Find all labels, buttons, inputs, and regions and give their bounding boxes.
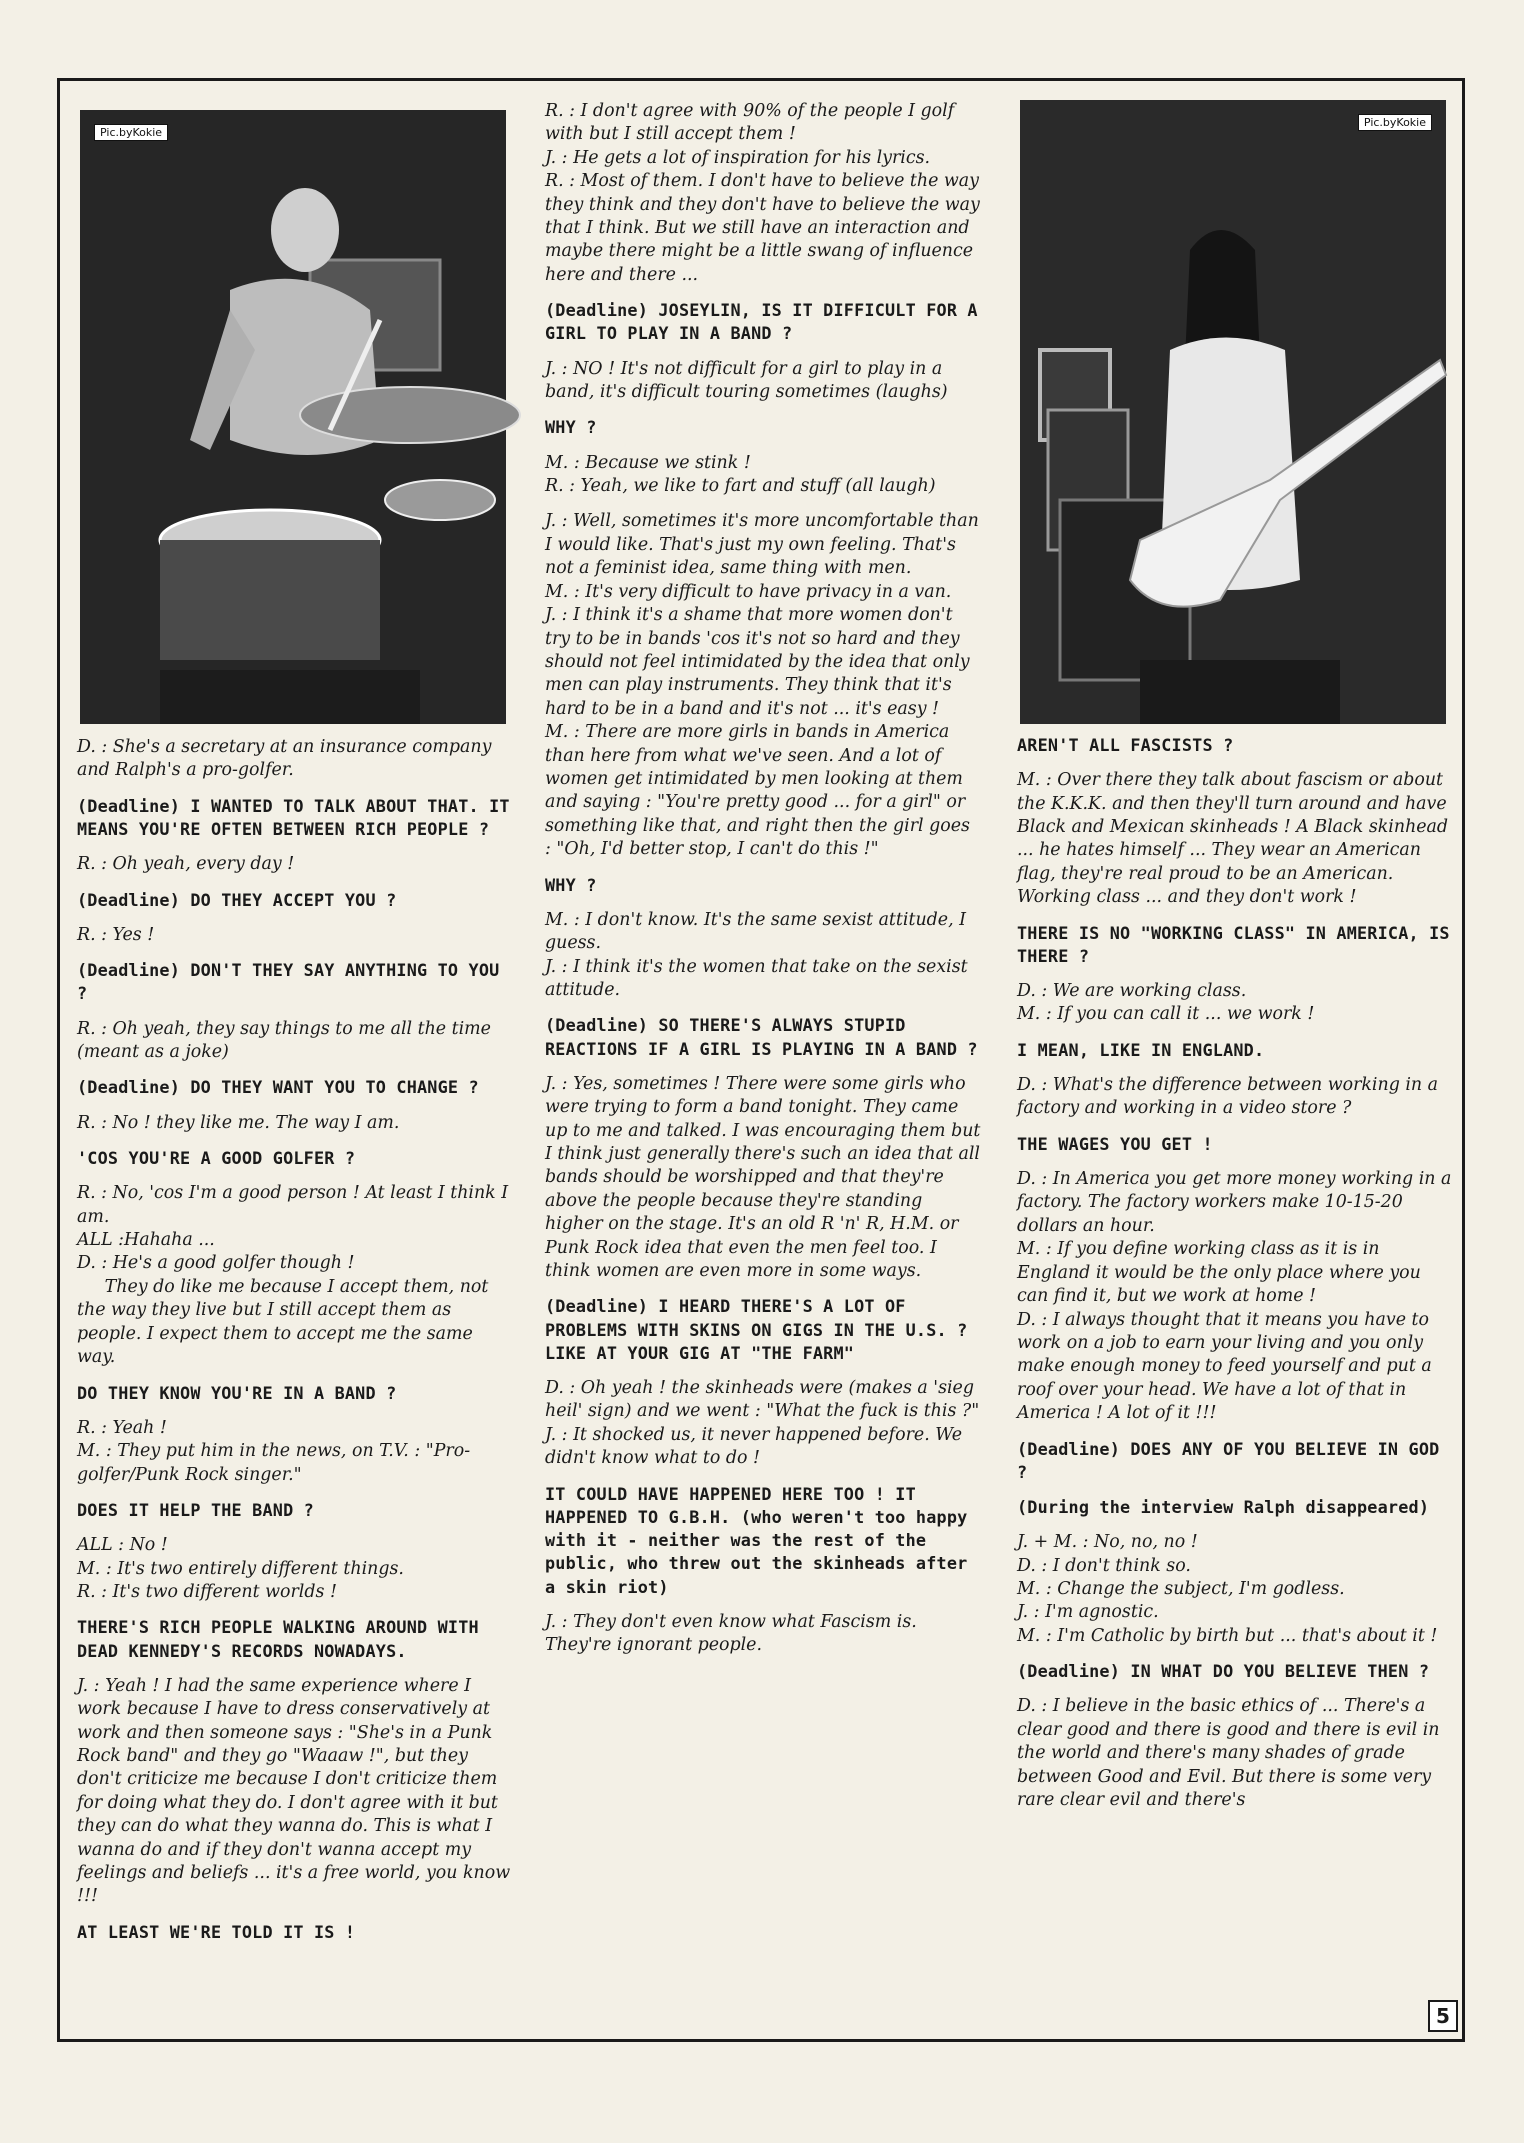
interview-question: THERE'S RICH PEOPLE WALKING AROUND WITH DEAD KENNEDY'S RECORDS NOWADAYS.: [77, 1617, 490, 1661]
interview-answer: D. : What's the difference between working in a factory and working in a video store ?: [1017, 1075, 1444, 1119]
interview-question: THE WAGES YOU GET !: [1017, 1133, 1213, 1154]
interview-question: DO THEY KNOW YOU'RE IN A BAND ?: [77, 1382, 397, 1403]
interview-answer: M. : Because we stink ! R. : Yeah, we like to fart and stuff (all laugh): [545, 452, 936, 497]
interview-answer: R. : Oh yeah, every day !: [77, 854, 295, 875]
interview-question: THERE IS NO "WORKING CLASS" IN AMERICA, IS THERE ?: [1017, 922, 1461, 966]
interview-column-2: [545, 100, 989, 2050]
interview-question: IT COULD HAVE HAPPENED HERE TOO ! IT HAPPENED TO G.B.H. (who weren't too happy with it - neither was the rest of the public, who threw out the skinheads after a skin riot): [545, 1483, 978, 1597]
interview-column-1: [77, 736, 521, 2036]
interview-answer: D. : In America you get more money working in a factory. The factory workers make 10-15-20 dollars an hour. M. : If you define working class as it is in England it would be the only place where you can find it, but we work at home ! D. : I always thought that it means you have to work on a job to earn your living and you only make enough money to feed yourself and put a roof over your head. We have a lot of that in America ! A lot of it !!!: [1017, 1169, 1452, 1424]
interview-answer: J. + M. : No, no, no ! D. : I don't think so. M. : Change the subject, I'm godless. J. : I'm agnostic. M. : I'm Catholic by birth but ... that's about it !: [1017, 1532, 1438, 1646]
interview-question: (Deadline) IN WHAT DO YOU BELIEVE THEN ?: [1017, 1661, 1430, 1682]
interview-question: (Deadline) DOES ANY OF YOU BELIEVE IN GOD ?: [1017, 1438, 1450, 1482]
interview-answer: J. : Yeah ! I had the same experience where I work because I have to dress conservatively at work and then someone says : "She's in a Punk Rock band" and they go "Waaaw !", but they don't criticize me because I don't criticize them for doing what they do. I don't agree with it but they can do what they wanna do. This is what I wanna do and if they don't wanna accept my feelings and beliefs ... it's a free world, you know !!!: [77, 1675, 516, 1907]
interview-question: I MEAN, LIKE IN ENGLAND.: [1017, 1039, 1265, 1060]
interview-answer: ALL : No ! M. : It's two entirely different things. R. : It's two different worlds !: [77, 1535, 404, 1602]
interview-answer: M. : I don't know. It's the same sexist attitude, I guess. J. : I think it's the women that take on the sexist attitude.: [545, 909, 968, 1000]
interview-question: (Deadline) DO THEY ACCEPT YOU ?: [77, 889, 397, 910]
interview-question: (Deadline) JOSEYLIN, IS IT DIFFICULT FOR A GIRL TO PLAY IN A BAND ?: [545, 300, 989, 344]
interview-question: (Deadline) I WANTED TO TALK ABOUT THAT. IT MEANS YOU'RE OFTEN BETWEEN RICH PEOPLE ?: [77, 795, 521, 840]
interview-answer: R. : Yeah ! M. : They put him in the news, on T.V. : "Pro-golfer/Punk Rock singer.": [77, 1417, 471, 1485]
drummer-photo-image: [80, 110, 506, 724]
interview-question: (During the interview Ralph disappeared): [1017, 1496, 1430, 1517]
interview-question: (Deadline) DON'T THEY SAY ANYTHING TO YOU ?: [77, 960, 510, 1004]
photo-credit: Pic.byKokie: [94, 124, 168, 141]
interview-question: AT LEAST WE'RE TOLD IT IS !: [77, 1921, 356, 1942]
interview-question: WHY ?: [545, 417, 597, 438]
interview-question: DOES IT HELP THE BAND ?: [77, 1499, 314, 1520]
interview-question: (Deadline) SO THERE'S ALWAYS STUPID REACTIONS IF A GIRL IS PLAYING IN A BAND ?: [545, 1015, 978, 1059]
interview-answer: R. : No ! they like me. The way I am.: [77, 1112, 400, 1133]
interview-question: 'COS YOU'RE A GOOD GOLFER ?: [77, 1148, 356, 1169]
interview-answer: M. : Over there they talk about fascism or about the K.K.K. and then they'll turn around and have Black and Mexican skinheads ! A Black skinhead ... he hates himself ... They wear an American flag, they're real proud to be an American. Working class ... and they don't work !: [1017, 770, 1454, 908]
drummer-photo: [80, 110, 506, 724]
interview-answer: R. : I don't agree with 90% of the people I golf with but I still accept them ! J. : He gets a lot of inspiration for his lyrics. R. : Most of them. I don't have to believe the way they think and they don't have to believe the way that I think. But we still have an interaction and maybe there might be a little swang of influence here and there ...: [545, 101, 980, 285]
interview-answer: D. : She's a secretary at an insurance company and Ralph's a pro-golfer.: [77, 737, 497, 781]
interview-column-3: [1017, 734, 1461, 2034]
interview-answer: J. : Yes, sometimes ! There were some girls who were trying to form a band tonight. They came up to me and talked. I was encouraging them but I think just generally there's such an idea that all bands should be worshipped and that they're above the people because they're standing higher on the stage. It's an old R 'n' R, H.M. or Punk Rock idea that even the men feel too. I think women are even more in some ways.: [545, 1073, 986, 1282]
interview-answer: R. : Oh yeah, they say things to me all the time (meant as a joke): [77, 1018, 497, 1063]
interview-answer: D. : We are working class. M. : If you can call it ... we work !: [1017, 981, 1315, 1025]
interview-question: (Deadline) I HEARD THERE'S A LOT OF PROBLEMS WITH SKINS ON GIGS IN THE U.S. ? LIKE AT YOUR GIG AT "THE FARM": [545, 1296, 978, 1363]
interview-answer: J. : NO ! It's not difficult for a girl to play in a band, it's difficult touring sometimes (laughs): [545, 358, 948, 403]
interview-question: (Deadline) DO THEY WANT YOU TO CHANGE ?: [77, 1077, 479, 1098]
interview-answer: D. : I believe in the basic ethics of ... There's a clear good and there is good and there is evil in the world and there's many shades of grade between Good and Evil. But there is some very rare clear evil and there's: [1017, 1696, 1446, 1811]
bassist-photo: [1020, 100, 1446, 724]
interview-question: AREN'T ALL FASCISTS ?: [1017, 735, 1234, 755]
page-number: 5: [1428, 2000, 1458, 2032]
interview-answer: R. : Yes !: [77, 924, 155, 945]
interview-answer: J. : Well, sometimes it's more uncomfortable than I would like. That's just my own feeling. That's not a feminist idea, same thing with men. M. : It's very difficult to have privacy in a van. J. : I think it's a shame that more women don't try to be in bands 'cos it's not so hard and they should not feel intimidated by the idea that only men can play instruments. They think that it's hard to be in a band and it's not ... it's easy ! M. : There are more girls in bands in America than here from what we've seen. And a lot of women get intimidated by men looking at them and saying : "You're pretty good ... for a girl" or something like that, and right then the girl goes : "Oh, I'd better stop, I can't do this !": [545, 511, 979, 860]
interview-answer: R. : No, 'cos I'm a good person ! At least I think I am. ALL :Hahaha ... D. : He's a good golfer though ! They do like me because I accept them, not the way they live but I still accept them as people. I expect them to accept me the same way.: [77, 1183, 509, 1368]
interview-question: WHY ?: [545, 874, 597, 895]
interview-answer: D. : Oh yeah ! the skinheads were (makes a 'sieg heil' sign) and we went : "What the fuck is this ?" J. : It shocked us, it never happened before. We didn't know what to do !: [545, 1378, 980, 1469]
photo-credit: Pic.byKokie: [1358, 114, 1432, 131]
interview-answer: J. : They don't even know what Fascism is. They're ignorant people.: [545, 1611, 923, 1656]
bassist-photo-image: [1020, 100, 1446, 724]
